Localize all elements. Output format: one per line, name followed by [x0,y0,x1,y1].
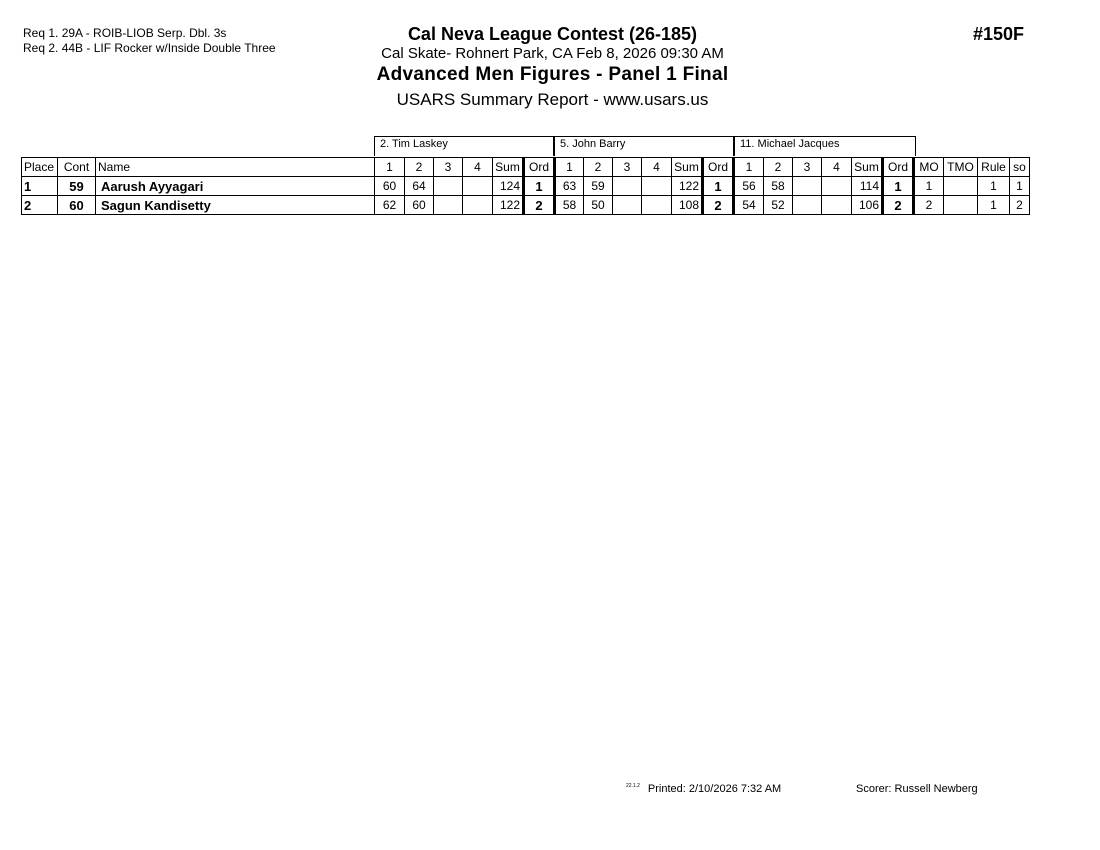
col-j2-3: 3 [613,158,642,177]
contest-title: Cal Neva League Contest (26-185) [407,24,698,44]
judge-header-1: 2. Tim Laskey [374,136,554,156]
contest-location: Cal Skate- Rohnert Park, CA Feb 8, 2026 09:30 AM [381,45,724,62]
row-score: 64 [405,177,434,196]
col-place: Place [22,158,58,177]
col-j2-4: 4 [642,158,672,177]
col-mo: MO [914,158,944,177]
row-score: 59 [584,177,613,196]
row-ord: 2 [524,196,555,215]
row-rule: 1 [978,177,1010,196]
results-table [21,157,1030,215]
col-j2-2: 2 [584,158,613,177]
col-j1-4: 4 [463,158,493,177]
row-score: 50 [584,196,613,215]
row-sum: 122 [493,196,524,215]
row-score: 63 [555,177,584,196]
row-score [642,177,672,196]
row-score [463,196,493,215]
row-sum: 124 [493,177,524,196]
col-j3-ord: Ord [883,158,914,177]
col-j3-4: 4 [822,158,852,177]
row-score [822,177,852,196]
row-cont: 59 [58,177,96,196]
col-so: so [1010,158,1030,177]
col-j1-sum: Sum [493,158,524,177]
col-j3-2: 2 [764,158,793,177]
printed-date: Printed: 2/10/2026 7:32 AM [647,783,782,795]
col-j3-3: 3 [793,158,822,177]
table-row [22,196,1030,215]
row-tmo [944,177,978,196]
row-score: 58 [555,196,584,215]
row-ord: 1 [524,177,555,196]
col-j2-ord: Ord [703,158,734,177]
col-name: Name [96,158,375,177]
row-score [463,177,493,196]
requirement-2: Req 2. 44B - LIF Rocker w/Inside Double Three [23,41,276,55]
scorer: Scorer: Russell Newberg [856,783,978,795]
row-score [613,196,642,215]
row-place: 1 [22,177,58,196]
event-number: #150F [972,24,1024,44]
row-ord: 2 [703,196,734,215]
row-cont: 60 [58,196,96,215]
print-info [626,783,781,795]
requirement-1: Req 1. 29A - ROIB-LIOB Serp. Dbl. 3s [23,26,227,40]
table-row [22,177,1030,196]
row-score: 60 [405,196,434,215]
row-sum: 106 [852,196,883,215]
row-score [642,196,672,215]
row-name: Aarush Ayyagari [96,177,375,196]
row-rule: 1 [978,196,1010,215]
col-j1-ord: Ord [524,158,555,177]
row-mo: 2 [914,196,944,215]
row-score [434,196,463,215]
header-row [22,158,1030,177]
row-place: 2 [22,196,58,215]
col-cont: Cont [58,158,96,177]
row-sum: 108 [672,196,703,215]
row-mo: 1 [914,177,944,196]
event-title: Advanced Men Figures - Panel 1 Final [376,64,729,85]
row-ord: 1 [703,177,734,196]
row-score: 58 [764,177,793,196]
row-score: 52 [764,196,793,215]
row-score [434,177,463,196]
row-tmo [944,196,978,215]
row-name: Sagun Kandisetty [96,196,375,215]
col-j2-1: 1 [555,158,584,177]
col-j1-3: 3 [434,158,463,177]
row-score [793,177,822,196]
col-rule: Rule [978,158,1010,177]
col-j1-2: 2 [405,158,434,177]
col-j3-sum: Sum [852,158,883,177]
row-sum: 122 [672,177,703,196]
row-ord: 2 [883,196,914,215]
row-score: 56 [734,177,764,196]
row-ord: 1 [883,177,914,196]
row-score [822,196,852,215]
row-so: 1 [1010,177,1030,196]
row-score [613,177,642,196]
col-j1-1: 1 [375,158,405,177]
row-score: 60 [375,177,405,196]
judge-header-3: 11. Michael Jacques [734,136,916,156]
report-title: USARS Summary Report - www.usars.us [396,90,709,109]
row-so: 2 [1010,196,1030,215]
judge-header-2: 5. John Barry [554,136,734,156]
col-tmo: TMO [944,158,978,177]
row-score: 54 [734,196,764,215]
col-j3-1: 1 [734,158,764,177]
row-score [793,196,822,215]
version-code: 22.1.2 [626,783,640,789]
row-sum: 114 [852,177,883,196]
row-score: 62 [375,196,405,215]
col-j2-sum: Sum [672,158,703,177]
